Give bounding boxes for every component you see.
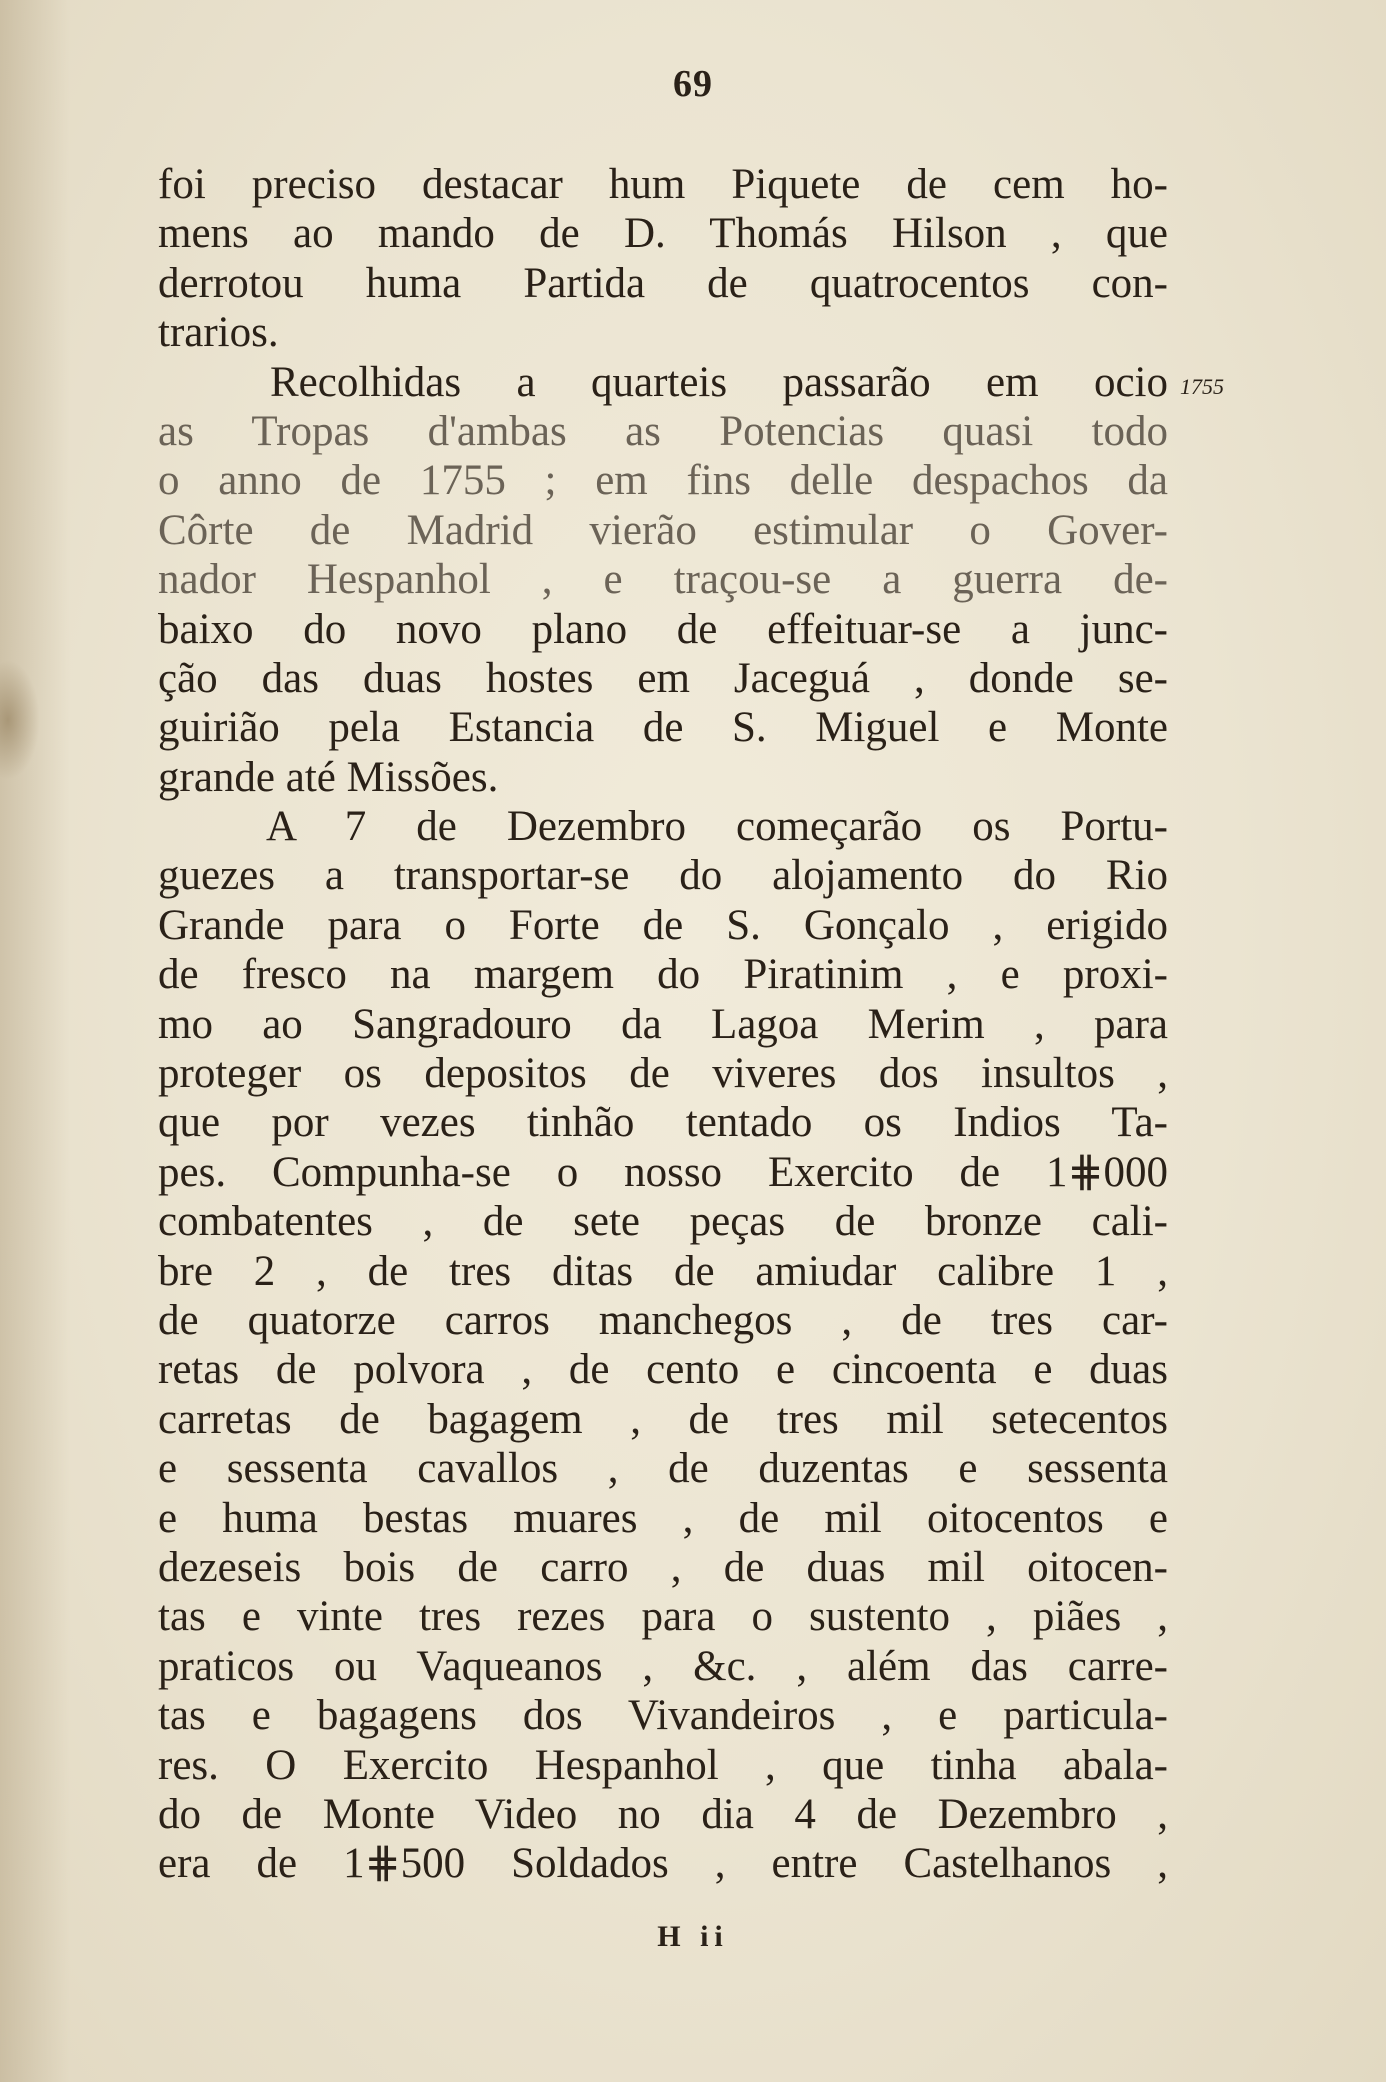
printer-signature: H ii	[657, 1920, 729, 1953]
text-line: nador Hespanhol , e traçou-se a guerra de-	[158, 556, 1168, 604]
text-line: guirião pela Estancia de S. Miguel e Monte	[158, 704, 1168, 752]
text-line: bre 2 , de tres ditas de amiudar calibre 1 ,	[158, 1247, 1168, 1295]
text-line: Côrte de Madrid vierão estimular o Gover-	[158, 506, 1168, 554]
margin-year-note: 1755	[1180, 374, 1224, 399]
text-line: pes. Compunha-se o nosso Exercito de 1⋕000	[158, 1148, 1168, 1196]
text-line: praticos ou Vaqueanos , &c. , além das carre-	[158, 1642, 1168, 1690]
paragraph-start-line: Recolhidas a quarteis passarão em ocio	[270, 358, 1168, 406]
text-line: as Tropas d'ambas as Potencias quasi todo	[158, 407, 1168, 455]
text-line: foi preciso destacar hum Piquete de cem ho-	[158, 161, 1168, 208]
text-line: guezes a transportar-se do alojamento do Rio	[158, 852, 1168, 900]
text-line: tas e bagagens dos Vivandeiros , e particula-	[158, 1692, 1168, 1740]
text-line: dezeseis bois de carro , de duas mil oitocen-	[158, 1543, 1168, 1591]
text-line: do de Monte Video no dia 4 de Dezembro ,	[158, 1790, 1168, 1838]
text-line: proteger os depositos de viveres dos insultos ,	[158, 1050, 1168, 1098]
text-line: grande até Missões.	[158, 753, 499, 801]
text-line: de quatorze carros manchegos , de tres car-	[158, 1296, 1168, 1344]
text-line: que por vezes tinhão tentado os Indios Ta-	[158, 1099, 1168, 1147]
text-line: baixo do novo plano de effeituar-se a junc-	[158, 605, 1168, 653]
text-line: retas de polvora , de cento e cincoenta e duas	[158, 1346, 1168, 1394]
paper-stain	[0, 660, 40, 780]
text-line: Grande para o Forte de S. Gonçalo , erigido	[158, 901, 1168, 949]
text-line: derrotou huma Partida de quatrocentos con-	[158, 259, 1168, 307]
text-line: trarios.	[158, 309, 279, 357]
text-line: combatentes , de sete peças de bronze cali-	[158, 1198, 1168, 1246]
text-line: de fresco na margem do Piratinim , e proxi-	[158, 951, 1168, 999]
text-line: res. O Exercito Hespanhol , que tinha abala-	[158, 1741, 1168, 1789]
text-line: mens ao mando de D. Thomás Hilson , que	[158, 210, 1168, 258]
text-line: e huma bestas muares , de mil oitocentos e	[158, 1494, 1168, 1542]
text-line: e sessenta cavallos , de duzentas e sessenta	[158, 1445, 1168, 1493]
paragraph-start-line: A 7 de Dezembro começarão os Portu-	[266, 803, 1168, 851]
text-line: ção das duas hostes em Jaceguá , donde se-	[158, 654, 1168, 702]
text-line: carretas de bagagem , de tres mil setecentos	[158, 1395, 1168, 1443]
text-line: era de 1⋕500 Soldados , entre Castelhanos ,	[158, 1840, 1168, 1888]
text-line: o anno de 1755 ; em fins delle despachos da	[158, 457, 1168, 505]
page-edge-shadow	[0, 0, 70, 2082]
text-line: tas e vinte tres rezes para o sustento , piães ,	[158, 1593, 1168, 1641]
text-body	[158, 160, 1168, 1889]
page-number: 69	[673, 63, 713, 105]
text-line: mo ao Sangradouro da Lagoa Merim , para	[158, 1000, 1168, 1048]
